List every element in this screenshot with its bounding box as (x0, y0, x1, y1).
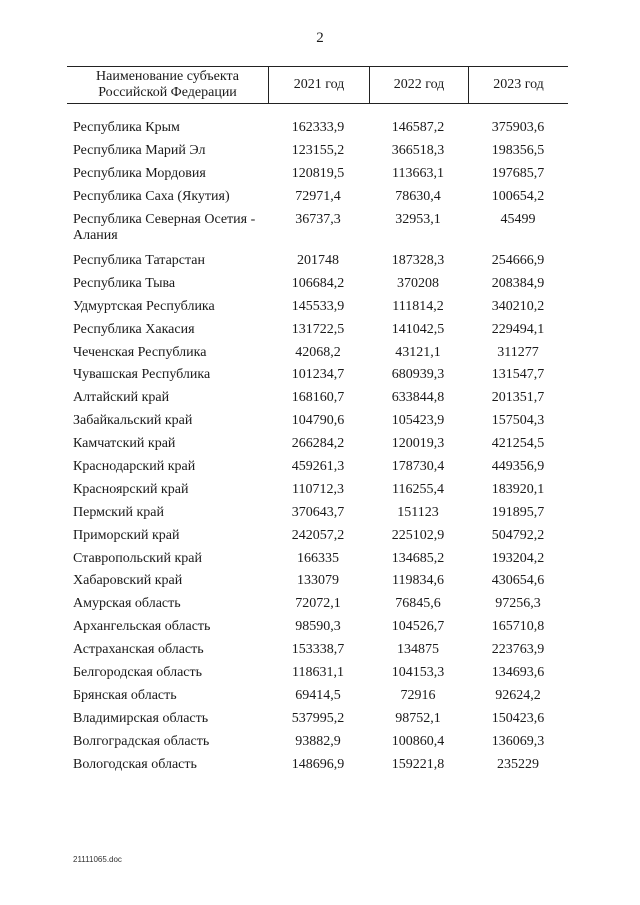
document-code: 21111065.doc (73, 855, 122, 864)
value-2022-cell: 113663,1 (392, 165, 444, 181)
value-2023-cell: 136069,3 (491, 733, 545, 749)
table-row (0, 143, 640, 166)
header-year-2023: 2023 год (493, 77, 544, 92)
value-2022-cell: 119834,6 (392, 573, 444, 589)
value-2023-cell: 193204,2 (491, 550, 545, 566)
subject-name-cell: Чеченская Республика (73, 344, 207, 360)
table-row (0, 505, 640, 528)
value-2023-cell: 197685,7 (491, 165, 545, 181)
value-2021-cell: 72971,4 (295, 188, 341, 204)
value-2023-cell: 235229 (497, 756, 539, 772)
value-2021-cell: 101234,7 (291, 367, 345, 383)
value-2022-cell: 116255,4 (392, 481, 444, 497)
table-row (0, 528, 640, 551)
table-row (0, 390, 640, 413)
value-2023-cell: 208384,9 (491, 275, 545, 291)
subject-name-cell: Чувашская Республика (73, 367, 211, 383)
subject-name-cell: Республика Северная Осетия - Алания (73, 211, 256, 243)
table-row (0, 436, 640, 459)
value-2023-cell: 449356,9 (491, 458, 545, 474)
table-row (0, 459, 640, 482)
table-row (0, 253, 640, 276)
header-year-2022: 2022 год (370, 67, 469, 103)
value-2021-cell: 98590,3 (295, 619, 341, 635)
value-2023-cell: 157504,3 (491, 413, 545, 429)
value-2023-cell: 191895,7 (491, 504, 545, 520)
value-2021-cell: 69414,5 (295, 687, 341, 703)
value-2021-cell: 72072,1 (295, 596, 341, 612)
table-row (0, 711, 640, 734)
value-2021-cell: 123155,2 (291, 142, 345, 158)
table-header (67, 66, 568, 104)
value-2022-cell: 159221,8 (391, 756, 445, 772)
table-row (0, 734, 640, 757)
table-row (0, 413, 640, 436)
value-2022-cell: 100860,4 (391, 733, 445, 749)
value-2022-cell: 151123 (397, 504, 439, 520)
value-2023-cell: 183920,1 (491, 481, 545, 497)
value-2022-cell: 134685,2 (391, 550, 445, 566)
value-2023-cell: 430654,6 (491, 573, 545, 589)
subject-name-cell: Республика Марий Эл (73, 142, 206, 158)
subject-name-cell: Вологодская область (73, 756, 197, 772)
value-2023-cell: 165710,8 (491, 619, 545, 635)
subject-name-cell: Красноярский край (73, 481, 189, 497)
value-2022-cell: 633844,8 (391, 390, 445, 406)
value-2022-cell: 76845,6 (395, 596, 441, 612)
subject-name-cell: Ставропольский край (73, 550, 202, 566)
subject-name-cell: Краснодарский край (73, 458, 196, 474)
table-row (0, 189, 640, 212)
value-2022-cell: 370208 (397, 275, 439, 291)
table-row (0, 482, 640, 505)
table-row (0, 120, 640, 143)
subject-name-cell: Волгоградская область (73, 733, 210, 749)
value-2022-cell: 104526,7 (391, 619, 445, 635)
value-2023-cell: 97256,3 (495, 596, 541, 612)
subject-name-cell: Астраханская область (73, 642, 204, 658)
subject-name-cell: Республика Тыва (73, 275, 176, 291)
header-subject-name: Наименование субъекта Российской Федерации (67, 67, 269, 103)
value-2022-cell: 105423,9 (391, 413, 445, 429)
subject-name-cell: Удмуртская Республика (73, 298, 215, 314)
value-2021-cell: 153338,7 (291, 642, 345, 658)
table-row (0, 276, 640, 299)
value-2023-cell: 150423,6 (491, 710, 545, 726)
value-2022-cell: 104153,3 (391, 664, 445, 680)
subject-name-cell: Хабаровский край (73, 573, 183, 589)
value-2023-cell: 375903,6 (491, 120, 545, 135)
value-2022-cell: 225102,9 (391, 527, 445, 543)
value-2023-cell: 201351,7 (491, 390, 545, 406)
value-2021-cell: 93882,9 (295, 733, 341, 749)
value-2022-cell: 141042,5 (391, 321, 445, 337)
value-2021-cell: 168160,7 (291, 390, 345, 406)
value-2023-cell: 229494,1 (491, 321, 545, 337)
subject-name-cell: Алтайский край (73, 390, 170, 406)
value-2023-cell: 421254,5 (491, 436, 545, 452)
value-2022-cell: 98752,1 (395, 710, 441, 726)
value-2022-cell: 78630,4 (395, 188, 441, 204)
value-2021-cell: 133079 (297, 573, 339, 589)
value-2021-cell: 162333,9 (291, 120, 345, 135)
table-row (0, 212, 640, 253)
table-row (0, 322, 640, 345)
value-2022-cell: 32953,1 (395, 211, 441, 227)
value-2023-cell: 131547,7 (491, 367, 545, 383)
table-row (0, 367, 640, 390)
value-2022-cell: 111814,2 (392, 298, 444, 314)
value-2023-cell: 45499 (500, 211, 536, 227)
value-2021-cell: 145533,9 (291, 298, 345, 314)
subject-name-cell: Республика Хакасия (73, 321, 195, 337)
value-2021-cell: 266284,2 (291, 436, 345, 452)
table-row (0, 573, 640, 596)
value-2021-cell: 459261,3 (291, 458, 345, 474)
value-2021-cell: 131722,5 (291, 321, 345, 337)
value-2022-cell: 43121,1 (395, 344, 441, 360)
subject-name-cell: Архангельская область (73, 619, 211, 635)
subject-name-cell: Забайкальский край (73, 413, 193, 429)
value-2023-cell: 223763,9 (491, 642, 545, 658)
table-row (0, 166, 640, 189)
value-2022-cell: 187328,3 (391, 252, 445, 268)
subject-name-cell: Республика Мордовия (73, 165, 206, 181)
value-2021-cell: 166335 (297, 550, 339, 566)
subject-name-cell: Приморский край (73, 527, 180, 543)
value-2021-cell: 110712,3 (292, 481, 344, 497)
table-row (0, 596, 640, 619)
value-2022-cell: 178730,4 (391, 458, 445, 474)
subject-name-cell: Белгородская область (73, 664, 203, 680)
table-row (0, 642, 640, 665)
table-row (0, 299, 640, 322)
subject-name-cell: Республика Татарстан (73, 252, 206, 268)
value-2022-cell: 134875 (397, 642, 439, 658)
table-row (0, 551, 640, 574)
value-2021-cell: 148696,9 (291, 756, 345, 772)
value-2021-cell: 370643,7 (291, 504, 345, 520)
subject-name-cell: Республика Крым (73, 120, 180, 135)
value-2021-cell: 537995,2 (291, 710, 345, 726)
value-2021-cell: 120819,5 (291, 165, 345, 181)
page-number: 2 (316, 30, 324, 46)
value-2022-cell: 146587,2 (391, 120, 445, 135)
value-2023-cell: 134693,6 (491, 664, 545, 680)
value-2023-cell: 340210,2 (491, 298, 545, 314)
value-2022-cell: 120019,3 (391, 436, 445, 452)
value-2023-cell: 311277 (497, 344, 539, 360)
subject-name-cell: Владимирская область (73, 710, 209, 726)
value-2022-cell: 680939,3 (391, 367, 445, 383)
value-2021-cell: 106684,2 (291, 275, 345, 291)
value-2021-cell: 42068,2 (295, 344, 341, 360)
table-row (0, 688, 640, 711)
subject-name-cell: Камчатский край (73, 436, 176, 452)
table-row (0, 345, 640, 368)
value-2021-cell: 118631,1 (292, 664, 344, 680)
value-2023-cell: 254666,9 (491, 252, 545, 268)
value-2023-cell: 100654,2 (491, 188, 545, 204)
subject-name-cell: Брянская область (73, 687, 177, 703)
table-row (0, 757, 640, 780)
value-2021-cell: 36737,3 (295, 211, 341, 227)
header-year-2021: 2021 год (269, 67, 370, 103)
subject-name-cell: Республика Саха (Якутия) (73, 188, 230, 204)
table-row (0, 619, 640, 642)
subject-name-cell: Пермский край (73, 504, 164, 520)
table-row (0, 665, 640, 688)
value-2021-cell: 201748 (297, 252, 339, 268)
value-2021-cell: 104790,6 (291, 413, 345, 429)
table-body (0, 120, 640, 779)
value-2023-cell: 198356,5 (491, 142, 545, 158)
value-2022-cell: 72916 (400, 687, 436, 703)
value-2021-cell: 242057,2 (291, 527, 345, 543)
value-2023-cell: 92624,2 (495, 687, 541, 703)
subject-name-cell: Амурская область (73, 596, 181, 612)
value-2023-cell: 504792,2 (491, 527, 545, 543)
value-2022-cell: 366518,3 (391, 142, 445, 158)
